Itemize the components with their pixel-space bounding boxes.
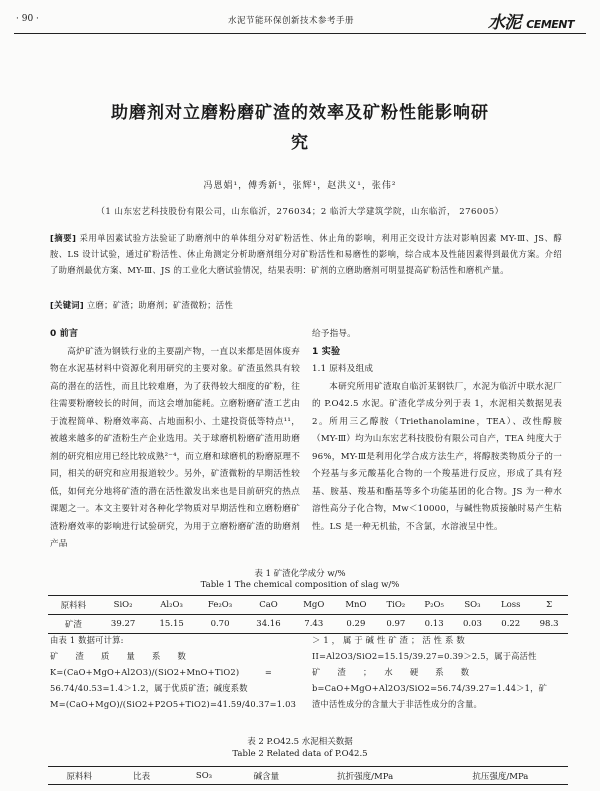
calc-line: 矿 渣 质 量 系 数 <box>50 651 186 661</box>
table1-header-cell: Loss <box>491 596 530 615</box>
table1-caption-cn: 表 1 矿渣化学成分 w/% <box>254 569 346 579</box>
logo-en: CEMENT <box>526 18 574 31</box>
table1-header-cell: Σ <box>530 596 568 615</box>
affiliation: （1 山东宏艺科技股份有限公司，山东临沂，276034；2 临沂大学建筑学院，山东临沂， 276005） <box>96 207 504 217</box>
table1-header-row <box>48 596 568 615</box>
table1-cell: 矿渣 <box>48 615 99 634</box>
table1-caption-en: Table 1 The chemical composition of slag w/% <box>200 580 400 590</box>
calc-line: 渣中活性成分的含量大于非活性成分的含量。 <box>312 699 482 709</box>
calc-line: 56.74/40.53=1.4＞1.2，属于优质矿渣；碱度系数 <box>50 683 248 693</box>
table1-header-cell: 原料料 <box>48 596 99 615</box>
paper-title <box>40 98 560 158</box>
continued-text: 给予指导。 <box>312 329 356 339</box>
table2-header-cell: 抗折强度/MPa <box>298 767 433 785</box>
table1-slag-composition <box>48 595 568 634</box>
calc-line: 由表 1 数据可计算: <box>50 635 124 645</box>
calc-line: ＞ 1 ， 属 于 碱 性 矿 渣 ； 活 性 系 数 <box>312 635 465 645</box>
table1-cell: 0.29 <box>335 615 377 634</box>
subsection-heading-materials: 1.1 原料及组成 <box>312 364 374 374</box>
intro-paragraph: 高炉矿渣为钢铁行业的主要副产物，一直以来都是固体废弃物在水泥基材料中资源化利用研究的主要对象。矿渣虽然具有较高的潜在的活性，而且比较难磨，为了获得较大细度的矿粉，往往需要粉磨较长的时间，而这会增加能耗。立磨粉磨矿渣工艺由于流程简单、粉磨效率高、占地面积小、土建投资低等特点¹¹，被越来越多的矿渣粉生产企业选用。关于球磨机粉磨矿渣用助磨剂的研究相应用已经比较成熟²⁻⁴，而立磨和球磨机的粉磨原理不同，相关的研究和应用报道较少。另外，矿渣微粉的早期活性较低，如何充分地将矿渣的潜在活性激发出来也是目前研究的热点课题之一。本文主要针对各种化学物质对早期活性和立磨粉磨矿渣粉磨效率的影响进行试验研究，为用于立磨粉磨矿渣的助磨剂产品 <box>50 346 300 549</box>
table2-header-cell: SO₃ <box>173 767 235 785</box>
keywords-text: 立磨；矿渣；助磨剂；矿渣微粉；活性 <box>86 300 234 310</box>
section-heading-intro: 0 前言 <box>50 329 79 339</box>
calc-line: K=(CaO+MgO+Al2O3)/(SiO2+MnO+TiO2) = <box>50 667 272 677</box>
abstract-label: [摘要] <box>50 233 77 243</box>
table2-cement-data <box>48 766 568 785</box>
section-heading-experiment: 1 实验 <box>312 346 341 357</box>
table1-header-cell: Al₂O₃ <box>147 596 196 615</box>
table1-header-cell: SiO₂ <box>99 596 148 615</box>
authors: 冯恩娟¹，傅秀新¹，张辉¹，赵洪义¹，张伟² <box>203 181 397 191</box>
table1-cell: 39.27 <box>99 615 148 634</box>
table-row <box>48 615 568 634</box>
calculation-right <box>312 632 562 712</box>
table1-header-cell: MgO <box>293 596 335 615</box>
calc-line: b=CaO+MgO+Al2O3/SiO2=56.74/39.27=1.44＞1，矿 <box>312 683 548 693</box>
keywords <box>50 298 562 312</box>
table1-header-cell: Fe₂O₃ <box>196 596 244 615</box>
calc-line: II=Al2O3/SiO2=15.15/39.27=0.39＞2.5，属于高活性 <box>312 651 537 661</box>
table1-header-cell: P₂O₅ <box>415 596 454 615</box>
table1-cell: 0.13 <box>415 615 454 634</box>
table2-header-cell: 原料料 <box>48 767 110 785</box>
materials-paragraph: 本研究所用矿渣取自临沂某钢铁厂，水泥为临沂中联水泥厂的 P.O42.5 水泥。矿渣化学成分列于表 1，水泥相关数据见表 2。所用三乙醇胺（Triethanolamine，TEA）、改性醇胺（MY-Ⅲ）均为山东宏艺科技股份有限公司自产，TEA 纯度大于 96%，MY-Ⅲ是利用化学合成方法生产，将醇胺类物质分子的一个羟基与多元酸基化合物的一个羧基进行反应，形成了具有羟基、胺基、羧基和酯基等多个功能基团的化合物。JS 为一种水溶性高分子化合物，Mw＜10000，与碱性物质接触时易产生粘性。LS 是一种无机盐，不含氯，水溶液呈中性。 <box>312 381 562 532</box>
table2-header-row <box>48 767 568 785</box>
table1-header-cell: CaO <box>244 596 293 615</box>
table2-caption-cn: 表 2 P.O42.5 水泥相关数据 <box>247 737 353 747</box>
header-rule <box>14 33 586 34</box>
abstract <box>50 230 562 278</box>
table1-cell: 98.3 <box>530 615 568 634</box>
keywords-label: [关键词] <box>50 300 84 310</box>
table1-cell: 34.16 <box>244 615 293 634</box>
table1-cell: 0.70 <box>196 615 244 634</box>
table2-header-cell: 碱含量 <box>235 767 297 785</box>
table1-header-cell: MnO <box>335 596 377 615</box>
journal-title: 水泥节能环保创新技术参考手册 <box>228 16 355 26</box>
calculation-left <box>50 632 300 712</box>
journal-logo <box>488 8 574 33</box>
title-line-1: 助磨剂对立磨粉磨矿渣的效率及矿粉性能影响研 <box>111 103 489 123</box>
table1-cell: 0.97 <box>377 615 415 634</box>
table1-header-cell: SO₃ <box>454 596 492 615</box>
table2-header-cell: 抗压强度/MPa <box>433 767 568 785</box>
abstract-text: 采用单因素试验方法验证了助磨剂中的单体组分对矿粉活性、休止角的影响，利用正交设计方法对影响因素 MY-Ⅲ、JS、醇胺、LS 设计试验，通过矿粉活性、休止角测定分析助磨剂组分对矿粉活性和易磨性的影响，综合成本及性能因素得到最优方案。介绍了助磨剂最优方案、MY-Ⅲ、JS 的工业化大磨试验情况，结果表明：矿剂的立磨助磨剂可明显提高矿粉活性和磨机产量。 <box>50 233 562 275</box>
table1-header-cell: TiO₂ <box>377 596 415 615</box>
page-number: · 90 · <box>16 14 39 24</box>
left-column <box>50 326 300 554</box>
table2-header-cell: 比表 <box>110 767 172 785</box>
right-column <box>312 326 562 536</box>
table1-cell: 15.15 <box>147 615 196 634</box>
table2-caption-en: Table 2 Related data of P.O42.5 <box>232 749 368 759</box>
table1-cell: 7.43 <box>293 615 335 634</box>
calc-line: 矿 渣 ； 水 硬 系 数 <box>312 667 470 677</box>
calc-line: M=(CaO+MgO)/(SiO2+P2O5+TiO2)=41.59/40.37=1.03 <box>50 699 297 709</box>
logo-cn: 水泥 <box>487 13 521 33</box>
title-line-2: 究 <box>291 133 309 153</box>
table1-cell: 0.03 <box>454 615 492 634</box>
running-header <box>0 8 600 32</box>
table1-cell: 0.22 <box>491 615 530 634</box>
